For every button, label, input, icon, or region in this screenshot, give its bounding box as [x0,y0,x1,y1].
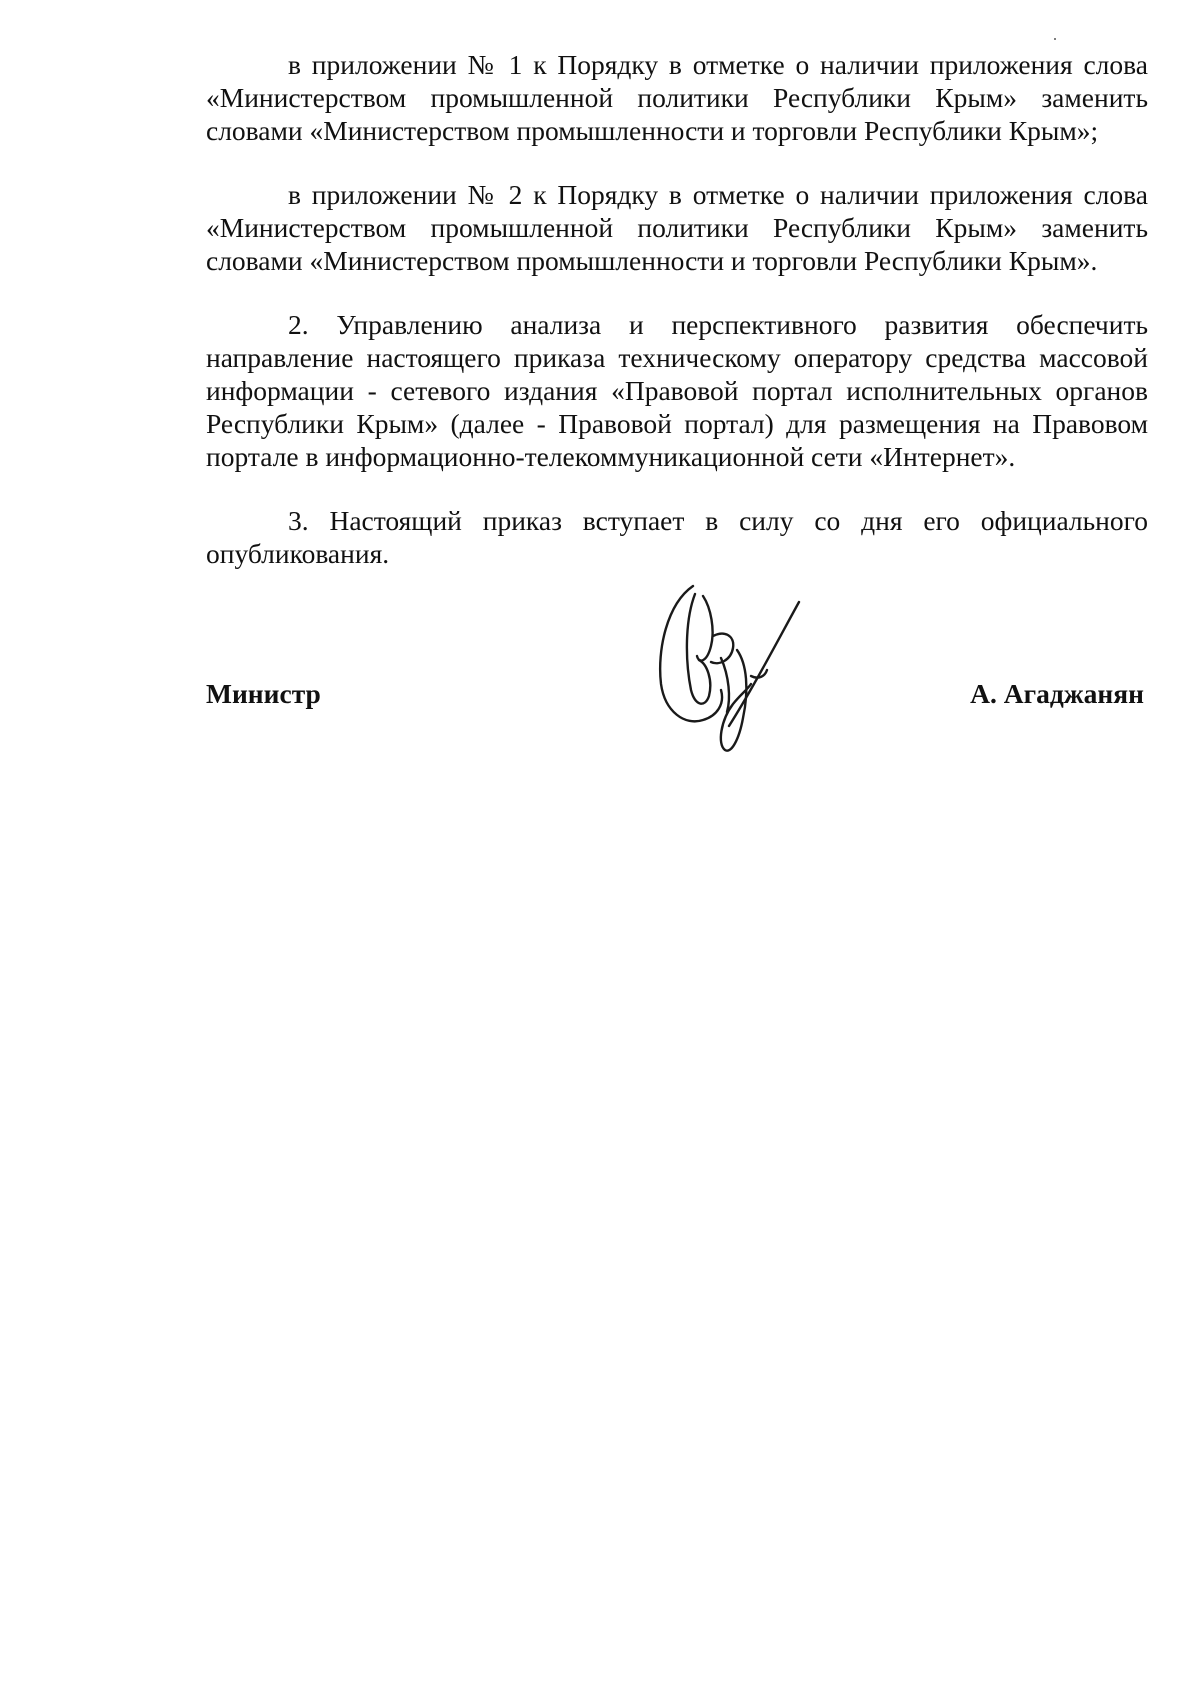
scan-speck [1054,38,1056,40]
paragraph-item-2: 2. Управлению анализа и перспективного развития обеспечить направление настоящего приказа техническому оператору средства массовой информации - сетевого издания «Правовой портал исполнительных органов Республики Крым» (далее - Правовой портал) для размещения на Правовом портале в информационно-телекоммуникационной сети «Интернет». [206,309,1148,472]
handwritten-signature-icon [655,580,805,756]
paragraph-item-3: 3. Настоящий приказ вступает в силу со дня его официального опубликования. [206,505,1148,569]
paragraph-appendix-2: в приложении № 2 к Порядку в отметке о наличии приложения слова «Министерством промышленной политики Республики Крым» заменить словами «Министерством промышленности и торговли Республики Крым». [206,179,1148,276]
signatory-name: А. Агаджанян [970,678,1144,709]
paragraph-appendix-1: в приложении № 1 к Порядку в отметке о наличии приложения слова «Министерством промышленной политики Республики Крым» заменить словами «Министерством промышленности и торговли Республики Крым»; [206,49,1148,146]
signature-block [206,676,1144,716]
document-body [206,48,1148,570]
signatory-title: Министр [206,678,321,709]
